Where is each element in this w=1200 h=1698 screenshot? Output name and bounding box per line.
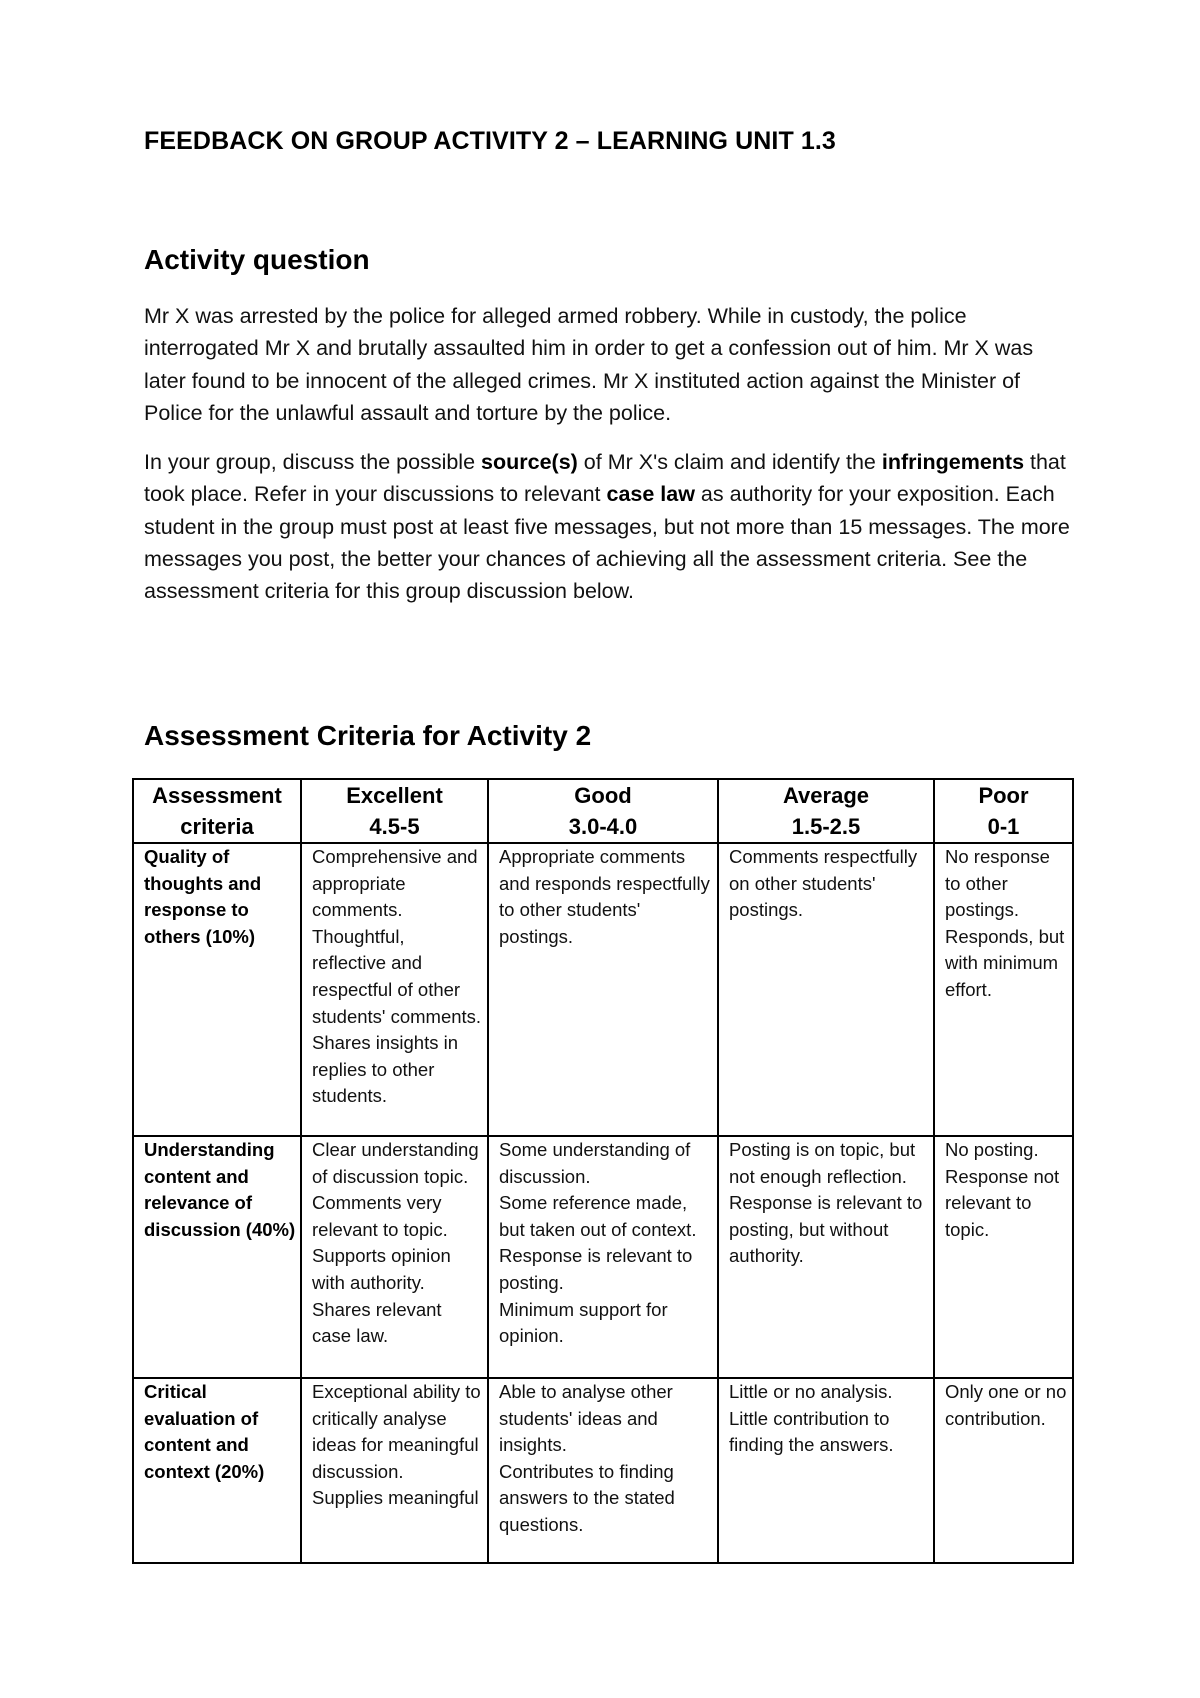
excellent-cell: Exceptional ability to critically analyse ideas for meaningful discussion. Supplies meaningful <box>301 1378 488 1563</box>
table-row <box>133 1136 1073 1378</box>
instructions-text-3: that took place. Refer in your discussions to relevant <box>144 450 1066 507</box>
good-cell: Some understanding of discussion. Some reference made, but taken out of context. Response is relevant to posting. Minimum support for opinion. <box>488 1136 718 1378</box>
criterion-cell: Quality of thoughts and response to others (10%) <box>133 843 301 1136</box>
poor-cell: Only one or no contribution. <box>934 1378 1073 1563</box>
table-row <box>133 1378 1073 1563</box>
average-cell: Comments respectfully on other students' postings. <box>718 843 934 1136</box>
scenario-paragraph: Mr X was arrested by the police for alleged armed robbery. While in custody, the police interrogated Mr X and brutally assaulted him in order to get a confession out of him. Mr X was later found to be innocent of the alleged crimes. Mr X instituted action against the Minister of Police for the unlawful assault and torture by the police. <box>144 304 1034 425</box>
poor-cell: No response to other postings. Responds, but with minimum effort. <box>934 843 1073 1136</box>
table-row <box>133 843 1073 1136</box>
criterion-cell: Critical evaluation of content and context (20%) <box>133 1378 301 1563</box>
instructions-paragraph <box>144 446 1074 607</box>
header-average: Average 1.5-2.5 <box>718 779 934 843</box>
average-cell: Little or no analysis. Little contribution to finding the answers. <box>718 1378 934 1563</box>
average-cell: Posting is on topic, but not enough reflection. Response is relevant to posting, but without authority. <box>718 1136 934 1378</box>
instructions-bold-infringements: infringements <box>881 450 1025 474</box>
poor-cell: No posting. Response not relevant to topic. <box>934 1136 1073 1378</box>
header-good: Good 3.0-4.0 <box>488 779 718 843</box>
document-title: FEEDBACK ON GROUP ACTIVITY 2 – LEARNING UNIT 1.3 <box>144 127 836 155</box>
good-cell: Appropriate comments and responds respectfully to other students' postings. <box>488 843 718 1136</box>
instructions-bold-sources: source(s) <box>481 450 578 474</box>
table-header-row <box>133 779 1073 843</box>
criterion-cell: Understanding content and relevance of discussion (40%) <box>133 1136 301 1378</box>
activity-question-heading: Activity question <box>144 244 370 275</box>
instructions-text-1: In your group, discuss the possible <box>144 450 482 474</box>
assessment-criteria-heading: Assessment Criteria for Activity 2 <box>144 720 592 751</box>
header-assessment-criteria: Assessment criteria <box>133 779 301 843</box>
instructions-text-2: of Mr X's claim and identify the <box>577 450 882 474</box>
instructions-text-4: as authority for your exposition. Each student in the group must post at least five messages, but not more than 15 messages. The more messages you post, the better your chances of achieving all the assessment criteria. See the assessment criteria for this group discussion below. <box>144 482 1070 604</box>
header-poor: Poor 0-1 <box>934 779 1073 843</box>
assessment-rubric-table <box>132 778 1074 1564</box>
header-excellent: Excellent 4.5-5 <box>301 779 488 843</box>
excellent-cell: Comprehensive and appropriate comments. Thoughtful, reflective and respectful of other students' comments. Shares insights in replies to other students. <box>301 843 488 1136</box>
good-cell: Able to analyse other students' ideas and insights. Contributes to finding answers to the stated questions. <box>488 1378 718 1563</box>
excellent-cell: Clear understanding of discussion topic. Comments very relevant to topic. Supports opinion with authority. Shares relevant case law. <box>301 1136 488 1378</box>
instructions-bold-case-law: case law <box>606 482 695 507</box>
